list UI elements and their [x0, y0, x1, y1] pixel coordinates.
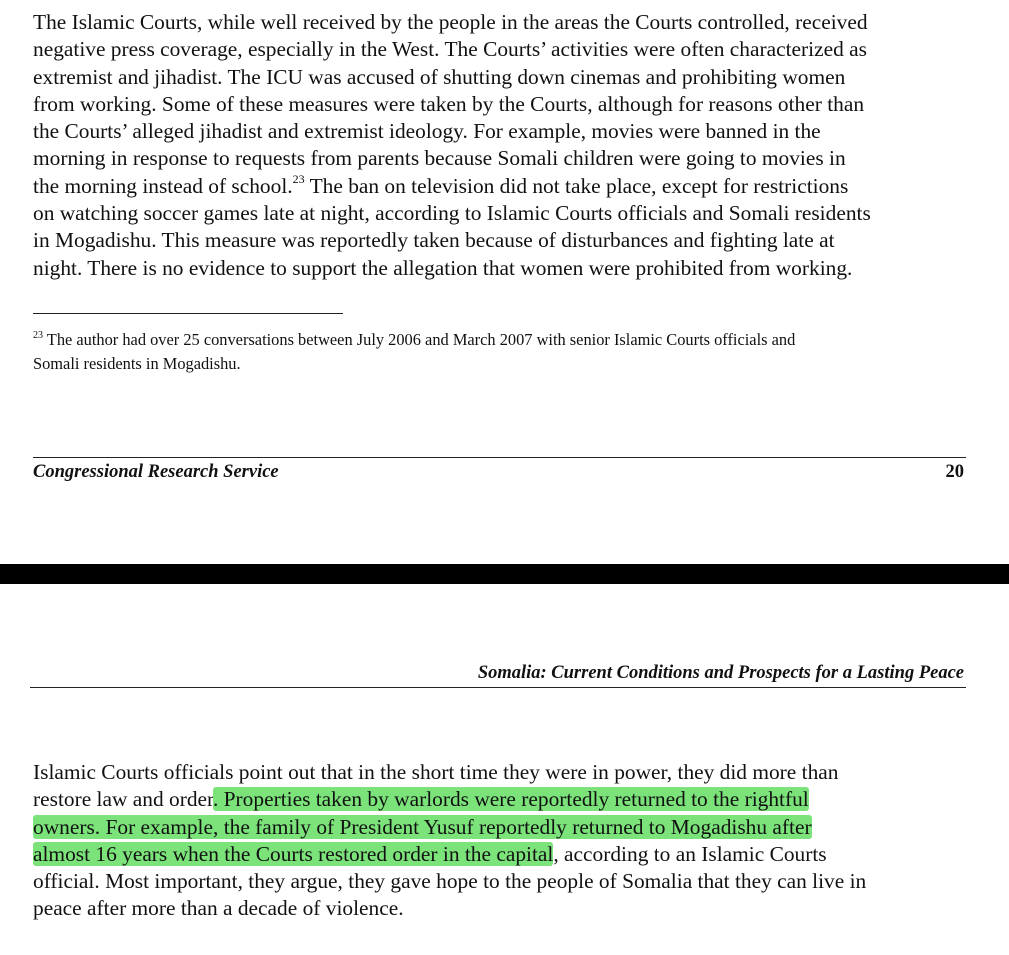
- text-line: official. Most important, they argue, they gave hope to the people of Somalia that they can live in: [33, 869, 867, 894]
- text-line: [33, 786, 973, 813]
- page-bottom: [0, 584, 1009, 955]
- footnote-23: [33, 328, 973, 375]
- header-divider: [30, 687, 966, 688]
- text-line: [33, 814, 973, 841]
- text-line: The Islamic Courts, while well received by the people in the areas the Courts controlled, received: [33, 10, 868, 34]
- text-line: Islamic Courts officials point out that in the short time they were in power, they did more than: [33, 760, 839, 784]
- highlighted-text[interactable]: . Properties taken by warlords were reportedly returned to the rightful: [212, 787, 809, 812]
- footnote-reference[interactable]: 23: [292, 171, 305, 186]
- highlighted-text[interactable]: almost 16 years when the Courts restored order in the capital: [33, 841, 554, 866]
- text-line: negative press coverage, especially in the West. The Courts’ activities were often characterized as: [33, 37, 867, 62]
- footer-source: Congressional Research Service: [33, 462, 279, 482]
- page-separator: [0, 564, 1009, 584]
- text-line: night. There is no evidence to support the allegation that women were prohibited from working.: [33, 255, 853, 280]
- text-segment: , according to an Islamic Courts: [553, 841, 827, 866]
- running-header: Somalia: Current Conditions and Prospects for a Lasting Peace: [477, 663, 964, 683]
- text-line: [33, 173, 973, 200]
- footnote-number: 23: [33, 329, 43, 341]
- paragraph-courts-officials: [33, 759, 973, 923]
- text-segment: The ban on television did not take place, except for restrictions: [304, 173, 849, 198]
- text-line: extremist and jihadist. The ICU was accused of shutting down cinemas and prohibiting women: [33, 64, 846, 89]
- footnote-divider: [33, 313, 343, 314]
- footer-divider: [33, 457, 966, 458]
- footnote-line: Somali residents in Mogadishu.: [33, 353, 241, 373]
- page-number: 20: [945, 462, 964, 482]
- text-line: [33, 841, 973, 868]
- paragraph-islamic-courts-press: [33, 9, 973, 282]
- text-line: in Mogadishu. This measure was reportedly taken because of disturbances and fighting late at: [33, 228, 835, 253]
- text-segment: the morning instead of school.: [33, 173, 293, 198]
- footnote-text: The author had over 25 conversations between July 2006 and March 2007 with senior Islamic Courts officials and: [43, 330, 796, 349]
- footnote-line: [33, 328, 973, 352]
- text-line: peace after more than a decade of violence.: [33, 896, 404, 921]
- text-segment: restore law and order: [33, 787, 213, 812]
- text-line: the Courts’ alleged jihadist and extremist ideology. For example, movies were banned in the: [33, 119, 821, 144]
- text-line: morning in response to requests from parents because Somali children were going to movies in: [33, 146, 846, 171]
- text-line: on watching soccer games late at night, according to Islamic Courts officials and Somali residents: [33, 201, 871, 226]
- text-line: from working. Some of these measures were taken by the Courts, although for reasons other than: [33, 91, 865, 116]
- highlighted-text[interactable]: owners. For example, the family of President Yusuf reportedly returned to Mogadishu after: [33, 814, 812, 839]
